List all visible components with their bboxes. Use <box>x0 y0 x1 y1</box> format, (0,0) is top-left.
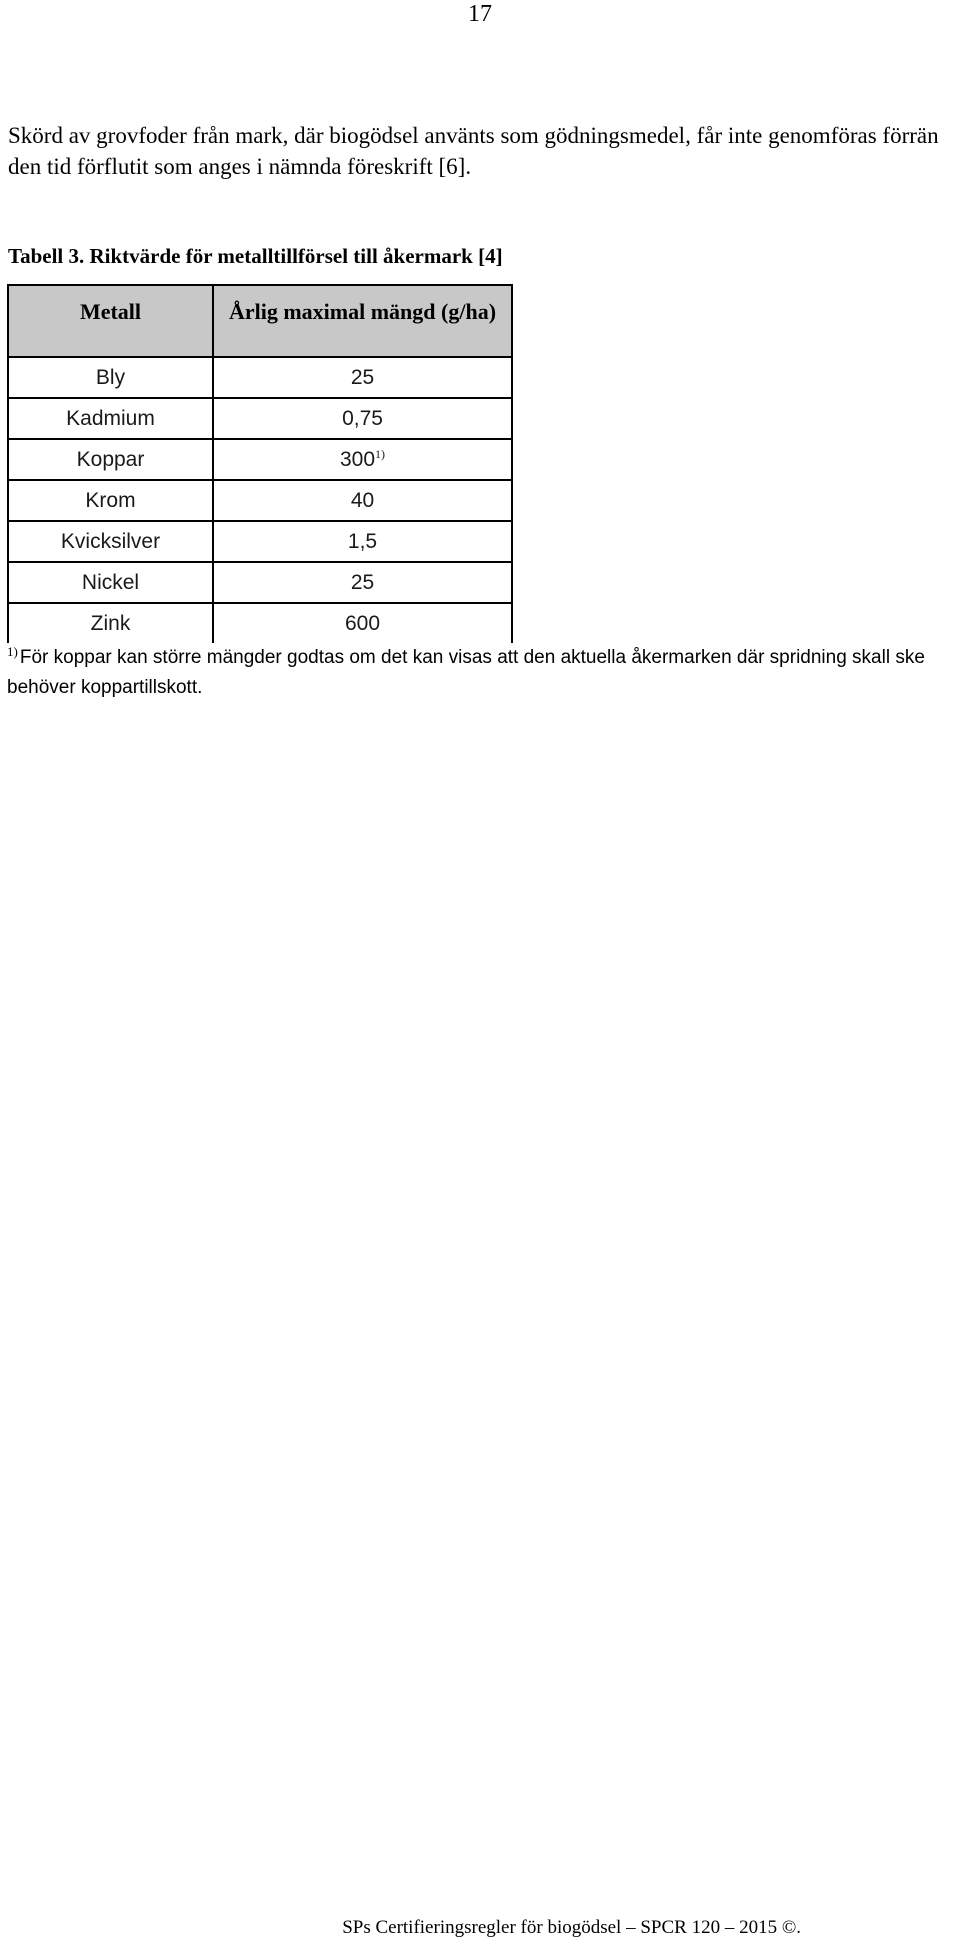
table-row <box>8 357 512 398</box>
cell-metal: Koppar <box>8 439 213 480</box>
cell-metal: Nickel <box>8 562 213 603</box>
cell-amount <box>213 562 512 603</box>
cell-amount <box>213 480 512 521</box>
cell-metal: Krom <box>8 480 213 521</box>
table-footnote <box>7 643 952 703</box>
table-row <box>8 439 512 480</box>
cell-amount <box>213 603 512 643</box>
header-amount: Årlig maximal mängd (g/ha) <box>213 285 512 357</box>
cell-metal: Zink <box>8 603 213 643</box>
amount-value: 25 <box>350 571 375 594</box>
amount-value: 0,75 <box>342 407 383 430</box>
cell-metal: Kvicksilver <box>8 521 213 562</box>
footnote-text: För koppar kan större mängder godtas om det kan visas att den aktuella åkermarken där spridning skall ske behöver koppartillskott. <box>7 647 925 698</box>
table-row <box>8 398 512 439</box>
amount-value: 1,5 <box>347 530 378 553</box>
cell-metal: Kadmium <box>8 398 213 439</box>
amount-value: 300 <box>339 448 376 471</box>
cell-metal: Bly <box>8 357 213 398</box>
intro-paragraph: Skörd av grovfoder från mark, där biogödsel använts som gödningsmedel, får inte genomföras förrän den tid förflutit som anges i nämnda föreskrift [6]. <box>8 123 939 179</box>
amount-value: 600 <box>344 612 381 635</box>
cell-amount <box>213 439 512 480</box>
cell-amount <box>213 398 512 439</box>
table-row <box>8 521 512 562</box>
footnote-reference: 1) <box>375 447 386 461</box>
amount-value: 25 <box>350 366 375 389</box>
metal-table <box>7 284 513 643</box>
cell-amount <box>213 521 512 562</box>
table-caption: Tabell 3. Riktvärde för metalltillförsel till åkermark [4] <box>8 244 503 268</box>
table-row <box>8 603 512 643</box>
table-header-row <box>8 285 512 357</box>
table-row <box>8 562 512 603</box>
table-row <box>8 480 512 521</box>
page-footer: SPs Certifieringsregler för biogödsel – SPCR 120 – 2015 ©. <box>342 1917 801 1938</box>
header-metal: Metall <box>8 285 213 357</box>
amount-value: 40 <box>350 489 375 512</box>
cell-amount <box>213 357 512 398</box>
footnote-marker: 1) <box>7 643 18 659</box>
page-number: 17 <box>468 1 492 27</box>
